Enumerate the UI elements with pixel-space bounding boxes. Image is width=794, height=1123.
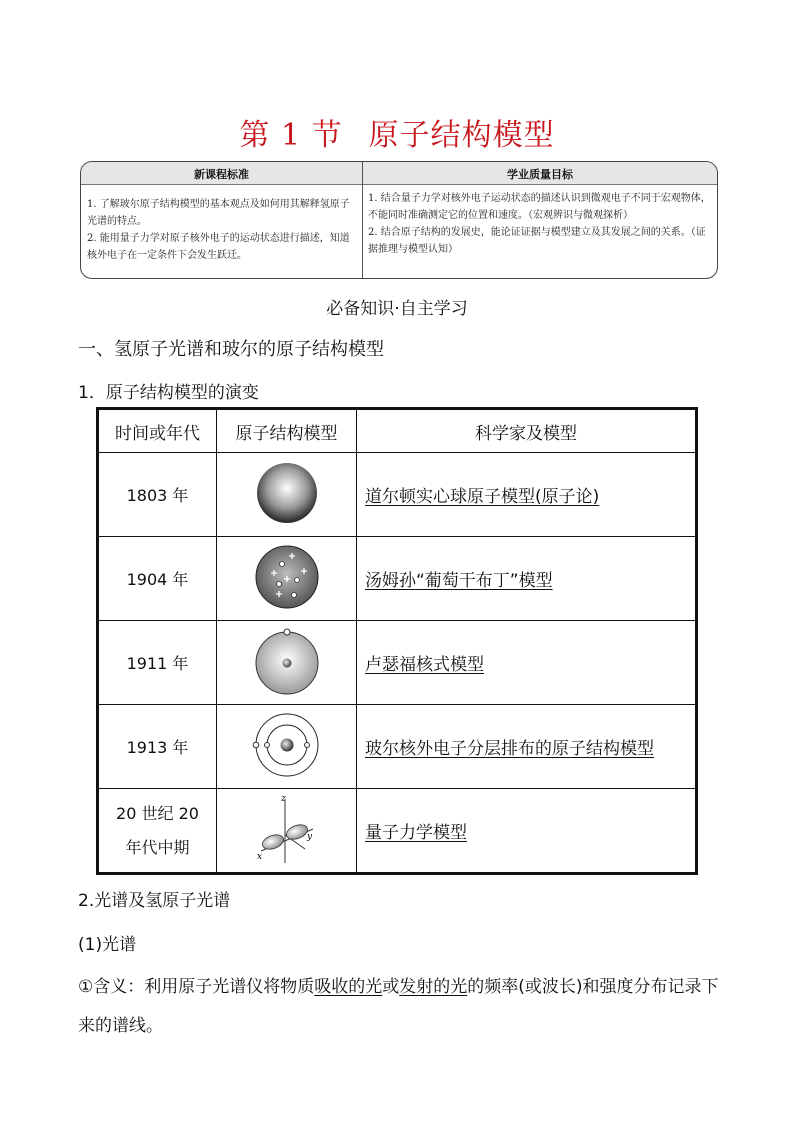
x-axis-label: x [256, 851, 262, 862]
left-header: 新课程标准 [194, 168, 249, 181]
year-cell: 1911 年 [98, 621, 217, 705]
y-axis-label: y [306, 831, 312, 842]
left-item: 2. 能用量子力学对原子核外电子的运动状态进行描述，知道核外电子在一定条件下会发生跃迁。 [87, 233, 350, 261]
model-name: 道尔顿实心球原子模型(原子论) [365, 487, 600, 507]
model-image-cell [217, 789, 357, 874]
model-name: 汤姆孙“葡萄干布丁”模型 [365, 571, 553, 591]
standards-header [81, 162, 717, 185]
right-standards [368, 190, 712, 258]
year-cell [98, 789, 217, 874]
scientist-cell [357, 705, 697, 789]
left-item: 1. 了解玻尔原子结构模型的基本观点及如何用其解释氢原子光谱的特点。 [87, 199, 350, 227]
z-axis-label: z [280, 793, 286, 804]
model-name: 卢瑟福核式模型 [365, 655, 484, 675]
subheading-spectrum: 2.光谱及氢原子光谱 [78, 891, 231, 911]
section-number: 第 1 节 [239, 118, 343, 153]
quantum-orbital-icon [247, 791, 327, 867]
text-suffix: 的频率(或波长)和强度分布记录下来的谱线。 [78, 977, 719, 1036]
header-model: 原子结构模型 [217, 409, 357, 453]
model-name: 量子力学模型 [365, 823, 467, 843]
header-scientist: 科学家及模型 [357, 409, 697, 453]
model-image-cell [217, 621, 357, 705]
year-cell: 1803 年 [98, 453, 217, 537]
definition-paragraph [78, 968, 728, 1046]
year-cell: 1913 年 [98, 705, 217, 789]
left-standards [87, 196, 357, 264]
table-row [98, 453, 697, 537]
standards-box [80, 161, 718, 279]
table-row [98, 621, 697, 705]
scientist-cell [357, 621, 697, 705]
model-name: 玻尔核外电子分层排布的原子结构模型 [365, 739, 654, 759]
right-item: 2. 结合原子结构的发展史，能论证证据与模型建立及其发展之间的关系。（证据推理与模型认知） [368, 227, 706, 255]
table-row [98, 537, 697, 621]
section-name: 原子结构模型 [368, 118, 555, 153]
table-row [98, 705, 697, 789]
subheading-spectrum-1: (1)光谱 [78, 935, 137, 955]
year-cell: 1904 年 [98, 537, 217, 621]
atom-model-table [96, 407, 698, 875]
scientist-cell [357, 453, 697, 537]
model-image-cell [217, 453, 357, 537]
standards-divider [362, 162, 363, 278]
rutherford-nucleus-icon [252, 625, 322, 697]
heading-2: 1．原子结构模型的演变 [78, 383, 259, 403]
page-title [0, 110, 794, 154]
model-image-cell [217, 537, 357, 621]
underlined-blank: 吸收的光 [314, 977, 383, 997]
year-line: 20 世纪 20 [116, 803, 199, 823]
scientist-cell [357, 789, 697, 874]
right-item: 1. 结合量子力学对核外电子运动状态的描述认识到微观电子不同于宏观物体，不能同时准确测定它的位置和速度。（宏观辨识与微观探析） [368, 193, 711, 221]
scientist-cell [357, 537, 697, 621]
right-header: 学业质量目标 [507, 168, 573, 181]
dalton-sphere-icon [252, 458, 322, 528]
heading-1: 一、氢原子光谱和玻尔的原子结构模型 [78, 339, 384, 360]
underlined-blank: 发射的光 [399, 977, 468, 997]
bohr-orbit-icon [249, 709, 325, 781]
text-prefix: ①含义：利用原子光谱仪将物质 [78, 977, 315, 997]
table-row [98, 789, 697, 874]
model-image-cell [217, 705, 357, 789]
year-line: 年代中期 [125, 837, 190, 857]
table-header-row [98, 409, 697, 453]
header-time: 时间或年代 [98, 409, 217, 453]
section-title: 必备知识·自主学习 [326, 299, 468, 319]
plum-pudding-icon [252, 542, 322, 612]
text-mid: 或 [382, 977, 400, 997]
